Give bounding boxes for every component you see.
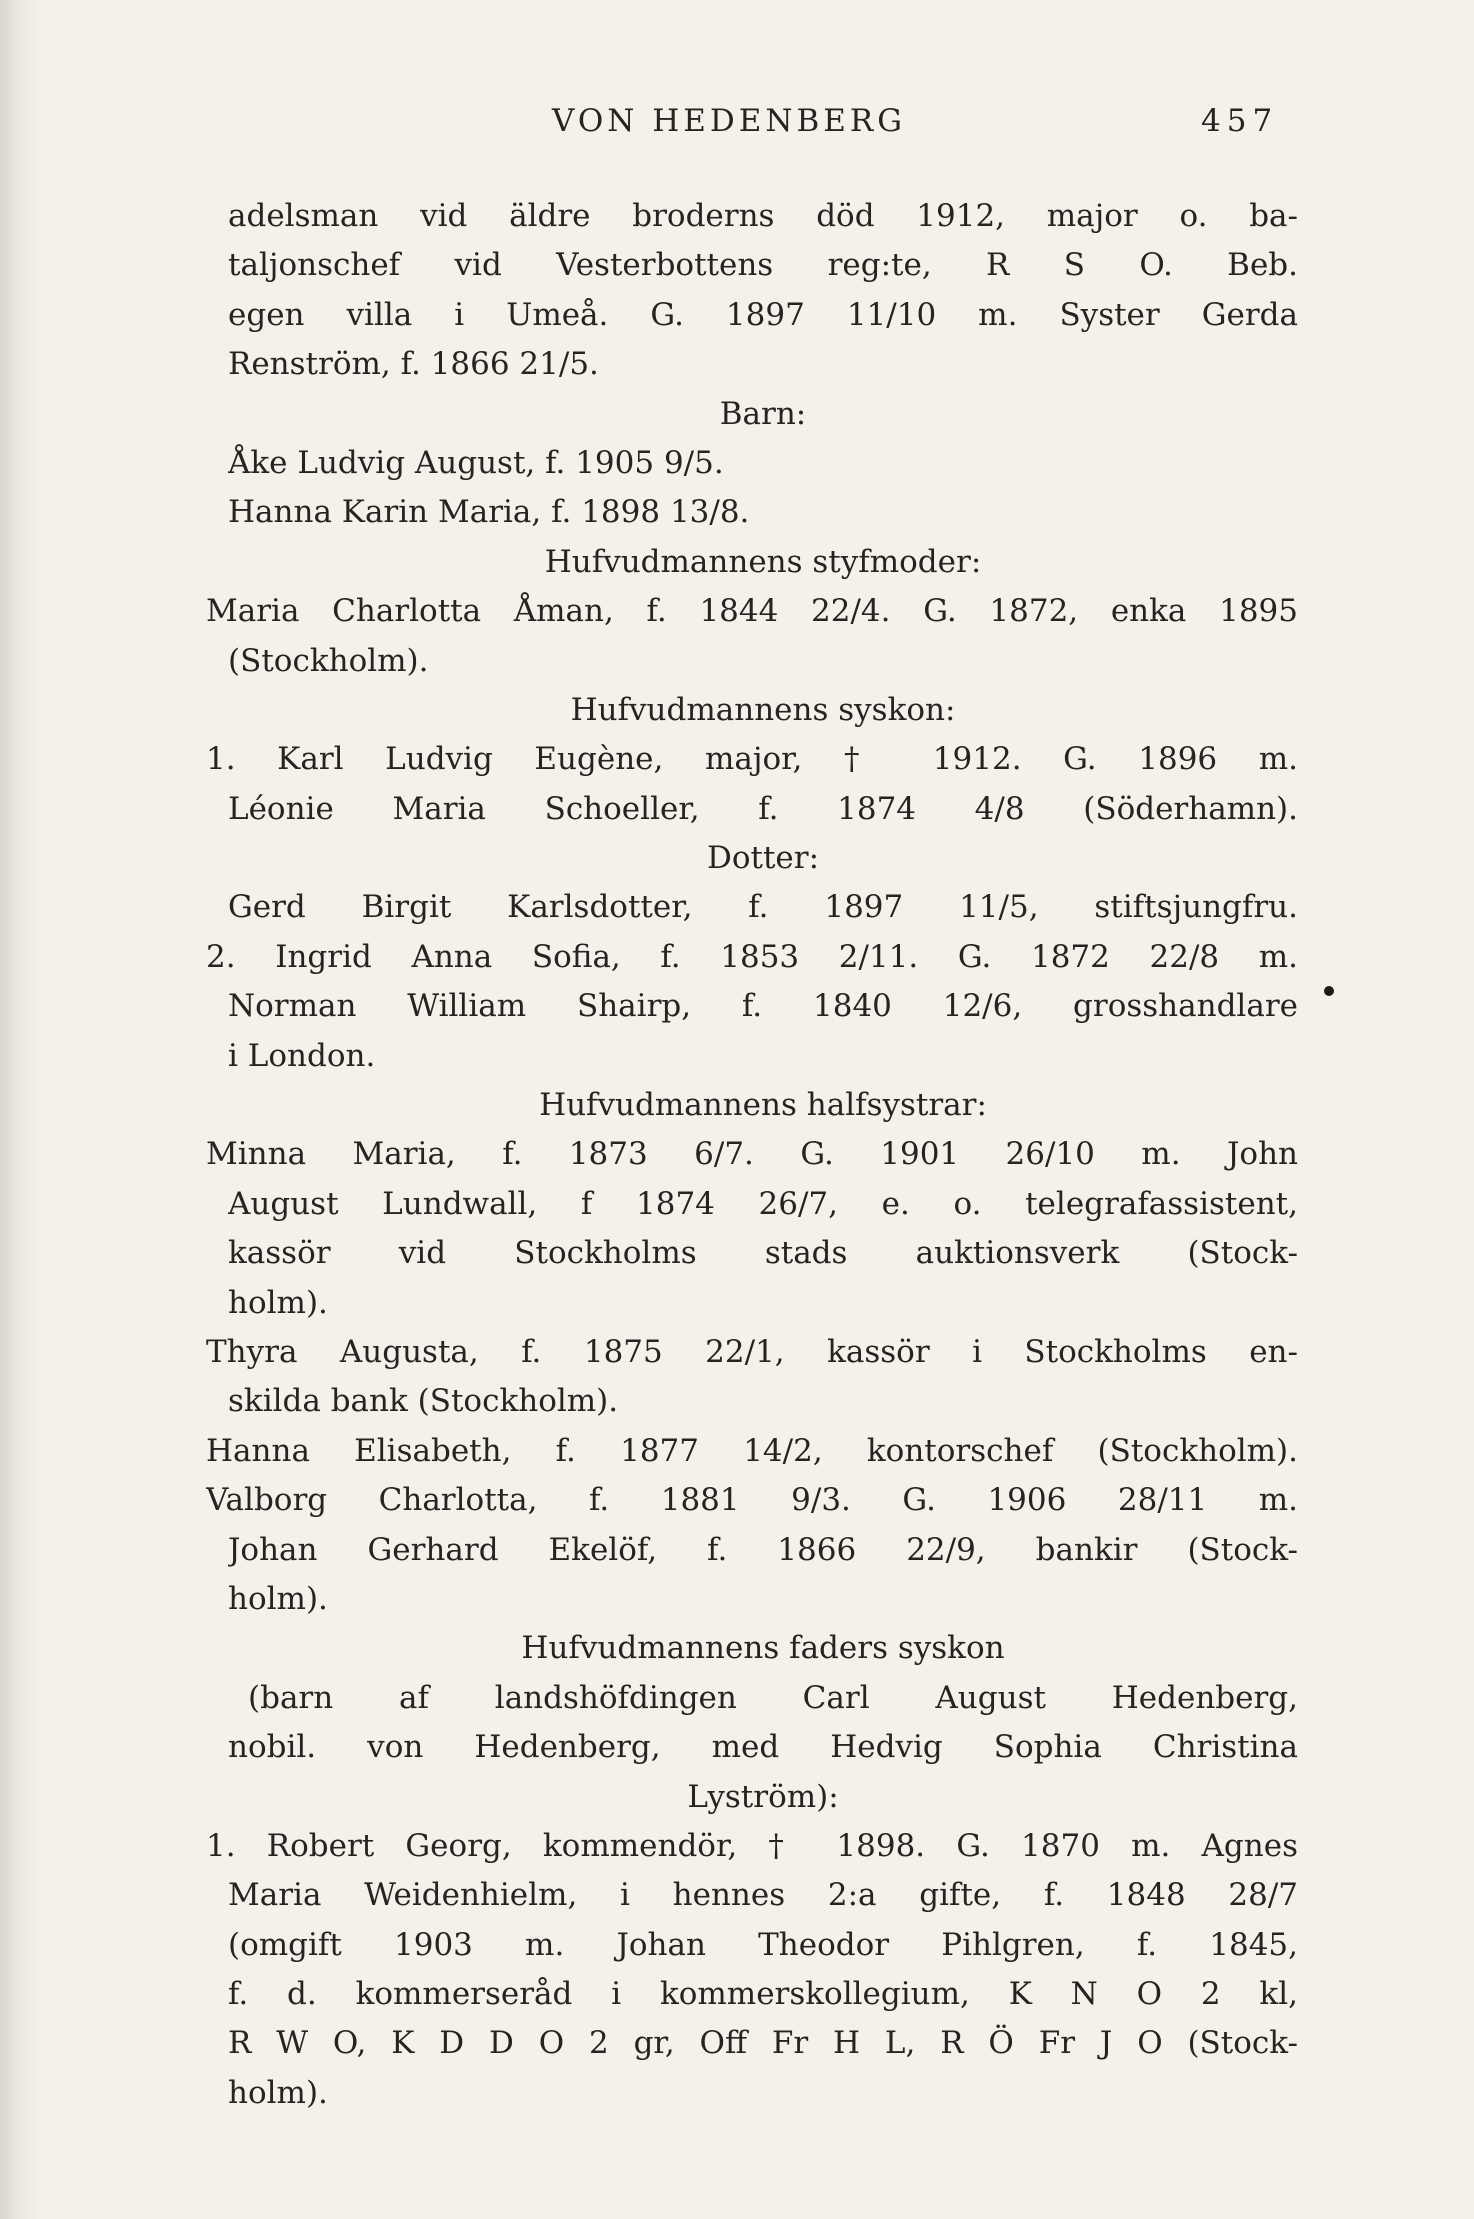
text-line: Åke Ludvig August, f. 1905 9/5. bbox=[228, 444, 724, 481]
text-line: 2. Ingrid Anna Sofia, f. 1853 2/11. G. 1872 22/8 m. bbox=[206, 938, 1298, 975]
text-line: R W O, K D D O 2 gr, Off Fr H L, R Ö Fr J O (Stock- bbox=[228, 2025, 1298, 2062]
text-line: holm). bbox=[228, 1580, 328, 1617]
text-line: Johan Gerhard Ekelöf, f. 1866 22/9, bankir (Stock- bbox=[228, 1531, 1298, 1568]
genealogy-text bbox=[206, 192, 1298, 2118]
text-line: kassör vid Stockholms stads auktionsverk (Stock- bbox=[228, 1235, 1298, 1272]
text-line: Hanna Elisabeth, f. 1877 14/2, kontorschef (Stockholm). bbox=[206, 1432, 1298, 1469]
text-line: nobil. von Hedenberg, med Hedvig Sophia Christina bbox=[228, 1729, 1298, 1766]
section-heading: Hufvudmannens styfmoder: bbox=[544, 543, 982, 580]
text-line: (barn af landshöfdingen Carl August Hedenberg, bbox=[248, 1679, 1298, 1716]
text-line: i London. bbox=[228, 1037, 376, 1074]
text-line: Valborg Charlotta, f. 1881 9/3. G. 1906 28/11 m. bbox=[206, 1482, 1298, 1519]
text-line: Renström, f. 1866 21/5. bbox=[228, 346, 599, 383]
text-line: 1. Robert Georg, kommendör, † 1898. G. 1870 m. Agnes bbox=[206, 1827, 1298, 1864]
text-line: Thyra Augusta, f. 1875 22/1, kassör i Stockholms en- bbox=[206, 1333, 1298, 1370]
text-line: Maria Charlotta Åman, f. 1844 22/4. G. 1872, enka 1895 bbox=[206, 593, 1298, 630]
text-line: holm). bbox=[228, 1284, 328, 1321]
section-heading: Barn: bbox=[719, 395, 807, 432]
page-number: 457 bbox=[1201, 103, 1279, 139]
text-line: Maria Weidenhielm, i hennes 2:a gifte, f. 1848 28/7 bbox=[228, 1877, 1298, 1914]
section-heading: Dotter: bbox=[706, 840, 820, 877]
text-line: (Stockholm). bbox=[228, 642, 429, 679]
text-line: taljonschef vid Vesterbottens reg:te, R S O. Beb. bbox=[228, 247, 1298, 284]
text-line: skilda bank (Stockholm). bbox=[228, 1383, 619, 1420]
text-line: holm). bbox=[228, 2074, 328, 2111]
text-line: Léonie Maria Schoeller, f. 1874 4/8 (Söderhamn). bbox=[228, 790, 1298, 827]
text-line: August Lundwall, f 1874 26/7, e. o. telegrafassistent, bbox=[228, 1185, 1298, 1222]
section-heading: Hufvudmannens syskon: bbox=[570, 691, 956, 728]
text-line: adelsman vid äldre broderns död 1912, major o. ba- bbox=[228, 198, 1298, 234]
text-line: Norman William Shairp, f. 1840 12/6, grosshandlare bbox=[228, 988, 1298, 1025]
text-line: f. d. kommerseråd i kommerskollegium, K N O 2 kl, bbox=[228, 1976, 1298, 2013]
text-line: egen villa i Umeå. G. 1897 11/10 m. Syster Gerda bbox=[228, 296, 1298, 333]
running-head: VON HEDENBERG bbox=[552, 103, 907, 139]
text-line: Hanna Karin Maria, f. 1898 13/8. bbox=[228, 494, 750, 531]
text-line: Gerd Birgit Karlsdotter, f. 1897 11/5, stiftsjungfru. bbox=[228, 889, 1298, 926]
text-line: (omgift 1903 m. Johan Theodor Pihlgren, f. 1845, bbox=[228, 1926, 1298, 1963]
page-edge-shadow bbox=[0, 0, 42, 2219]
section-heading: Lyström): bbox=[687, 1778, 839, 1815]
section-heading: Hufvudmannens faders syskon bbox=[521, 1630, 1005, 1667]
ink-dot bbox=[1324, 986, 1334, 996]
text-line: 1. Karl Ludvig Eugène, major, † 1912. G. 1896 m. bbox=[206, 741, 1298, 778]
section-heading: Hufvudmannens halfsystrar: bbox=[539, 1087, 987, 1124]
text-line: Minna Maria, f. 1873 6/7. G. 1901 26/10 m. John bbox=[206, 1136, 1298, 1173]
